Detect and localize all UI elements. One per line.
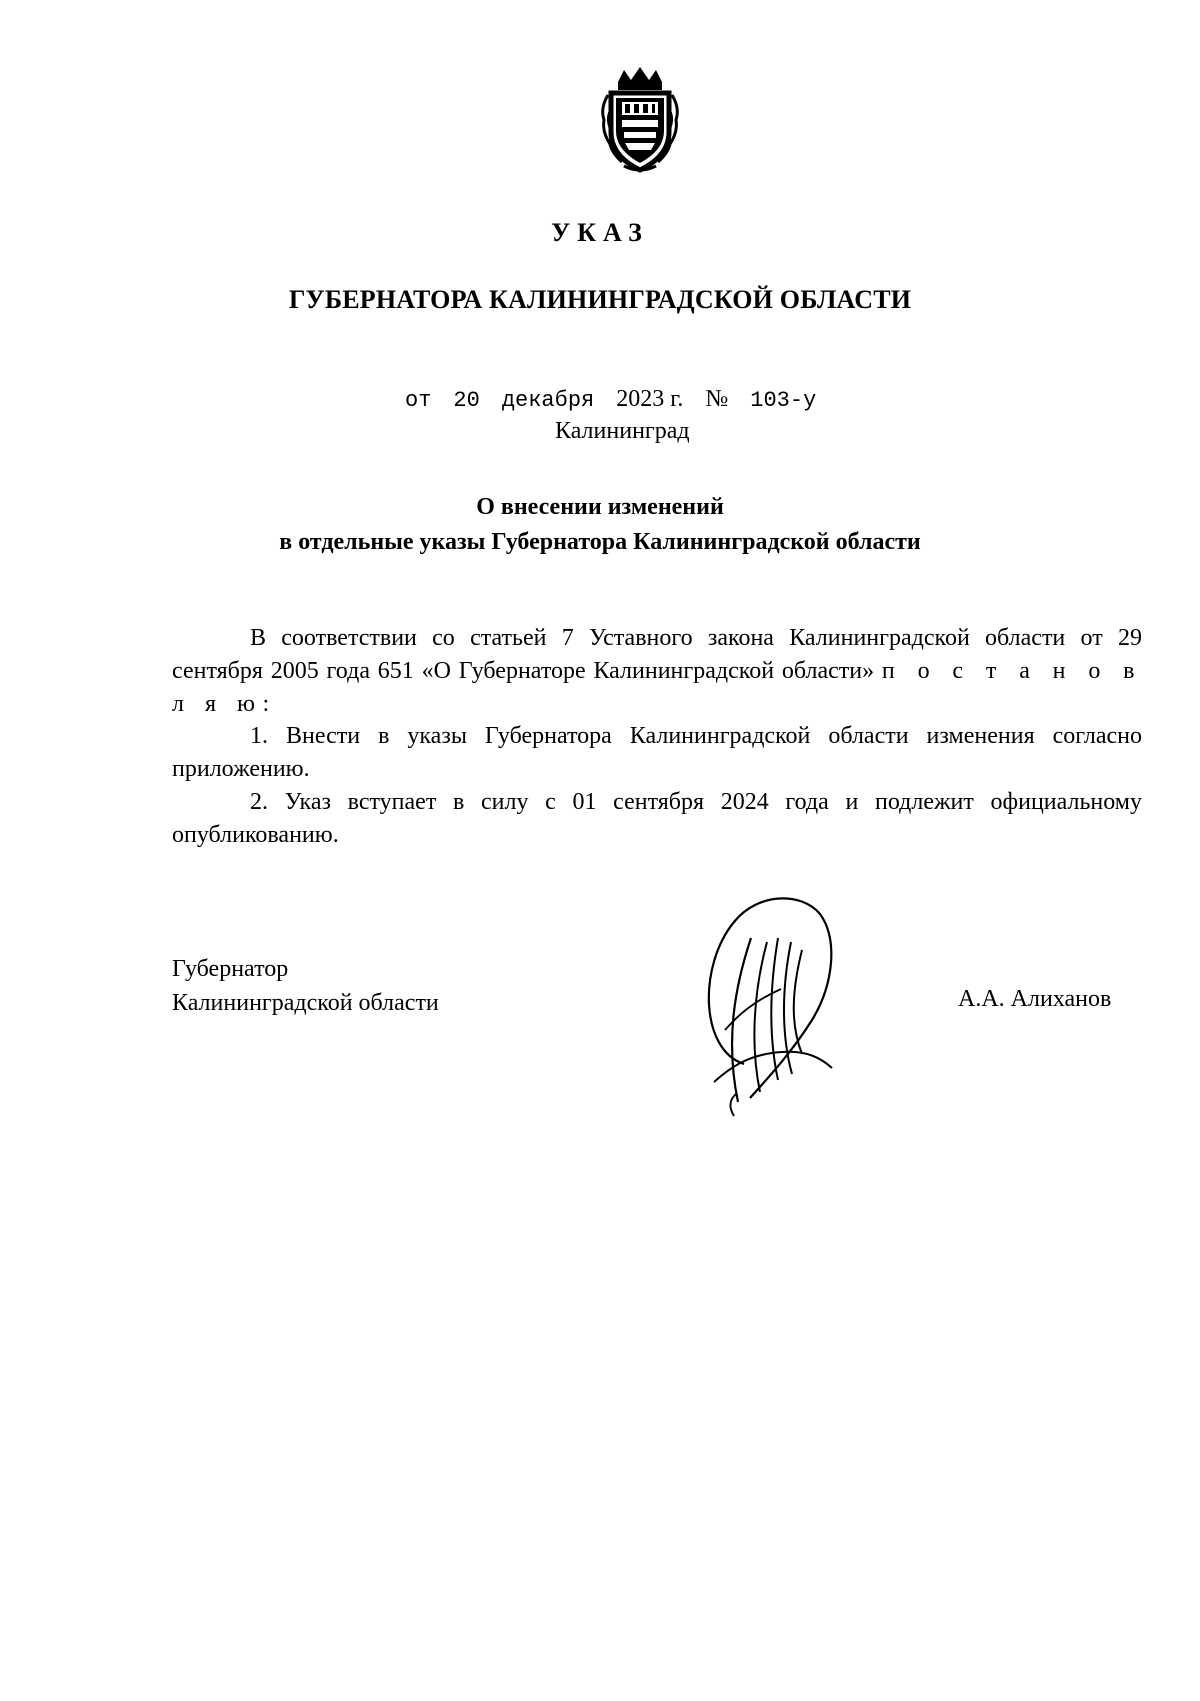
- signer-name: А.А. Алиханов: [958, 986, 1112, 1012]
- document-heading-line-2: в отдельные указы Губернатора Калининградской области: [279, 529, 921, 555]
- document-heading-line-1: О внесении изменений: [476, 494, 724, 520]
- handwritten-signature: [680, 868, 860, 1128]
- date-year: 2023 г.: [616, 386, 684, 412]
- decree-item-1: 1. Внести в указы Губернатора Калининградской области изменения согласно приложению.: [172, 723, 1142, 782]
- preamble-paragraph: [172, 622, 1142, 721]
- decree-item-2: 2. Указ вступает в силу с 01 сентября 2024 года и подлежит официальному опубликованию.: [172, 789, 1142, 848]
- resolve-word: п о с т а н о в л я ю: [172, 658, 1143, 717]
- signer-position: [172, 952, 439, 1020]
- date-month: декабря: [501, 388, 595, 413]
- issue-place: Калининград: [555, 418, 690, 444]
- signer-position-line-1: Губернатор: [172, 956, 289, 982]
- decree-authority: ГУБЕРНАТОРА КАЛИНИНГРАДСКОЙ ОБЛАСТИ: [288, 285, 912, 314]
- decree-number: 103-у: [750, 388, 817, 413]
- signer-position-line-2: Калининградской области: [172, 990, 439, 1016]
- number-symbol: №: [705, 386, 729, 412]
- resolve-colon: :: [262, 691, 270, 717]
- date-day: 20: [453, 388, 480, 413]
- issue-date-number-line: [405, 386, 816, 416]
- coat-of-arms-emblem: [594, 62, 686, 174]
- preamble-text: В соответствии со статьей 7 Уставного закона Калининградской области от 29 сентября 2005 года 651 «О Губернаторе Калининградской области»: [172, 625, 1142, 684]
- date-prefix: от: [405, 388, 432, 413]
- decree-title: УКАЗ: [551, 218, 649, 247]
